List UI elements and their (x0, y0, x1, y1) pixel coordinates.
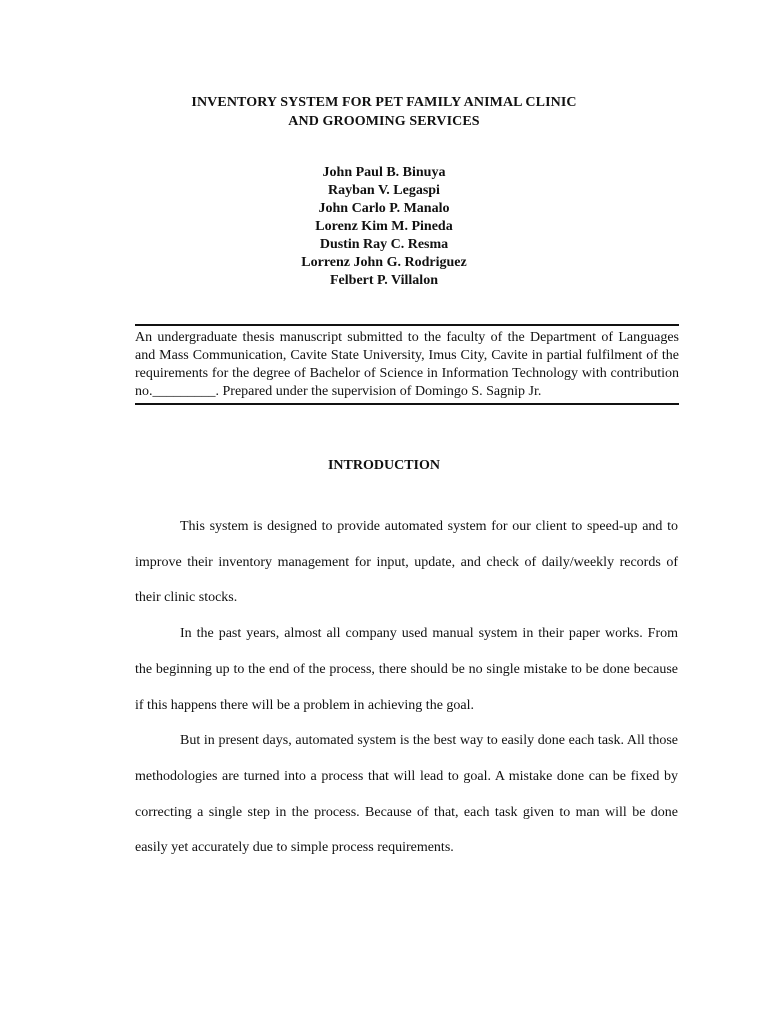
thesis-statement-box (135, 324, 679, 405)
body-paragraph: In the past years, almost all company used manual system in their paper works. From the beginning up to the end of the process, there should be no single mistake to be done because if this happens there will be a problem in achieving the goal. (135, 626, 678, 713)
introduction-body (135, 509, 678, 866)
document-title (0, 93, 768, 131)
author-name: John Carlo P. Manalo (318, 201, 450, 216)
body-paragraph: This system is designed to provide automated system for our client to speed-up and to improve their inventory management for input, update, and check of daily/weekly records of their clinic stocks. (135, 519, 678, 606)
author-name: Dustin Ray C. Resma (319, 237, 449, 252)
body-paragraph: But in present days, automated system is the best way to easily done each task. All those methodologies are turned into a process that will lead to goal. A mistake done can be fixed by correcting a single step in the process. Because of that, each task given to man will be done easily yet accurately due to simple process requirements. (135, 733, 678, 856)
author-name: Lorenz Kim M. Pineda (315, 219, 453, 234)
author-name: Rayban V. Legaspi (328, 183, 440, 198)
section-heading-introduction: INTRODUCTION (327, 458, 440, 473)
thesis-statement-text: An undergraduate thesis manuscript submitted to the faculty of the Department of Languages and Mass Communication, Cavite State University, Imus City, Cavite in partial fulfilment of the requirements for the degree of Bachelor of Science in Information Technology with contribution no._________. Prepared under the supervision of Domingo S. Sagnip Jr. (135, 330, 679, 399)
title-line-1: INVENTORY SYSTEM FOR PET FAMILY ANIMAL CLINIC (191, 95, 577, 110)
author-name: Lorrenz John G. Rodriguez (301, 255, 467, 270)
author-name: Felbert P. Villalon (330, 273, 438, 288)
title-line-2: AND GROOMING SERVICES (288, 114, 480, 129)
author-name: John Paul B. Binuya (322, 165, 446, 180)
author-list (0, 164, 768, 290)
